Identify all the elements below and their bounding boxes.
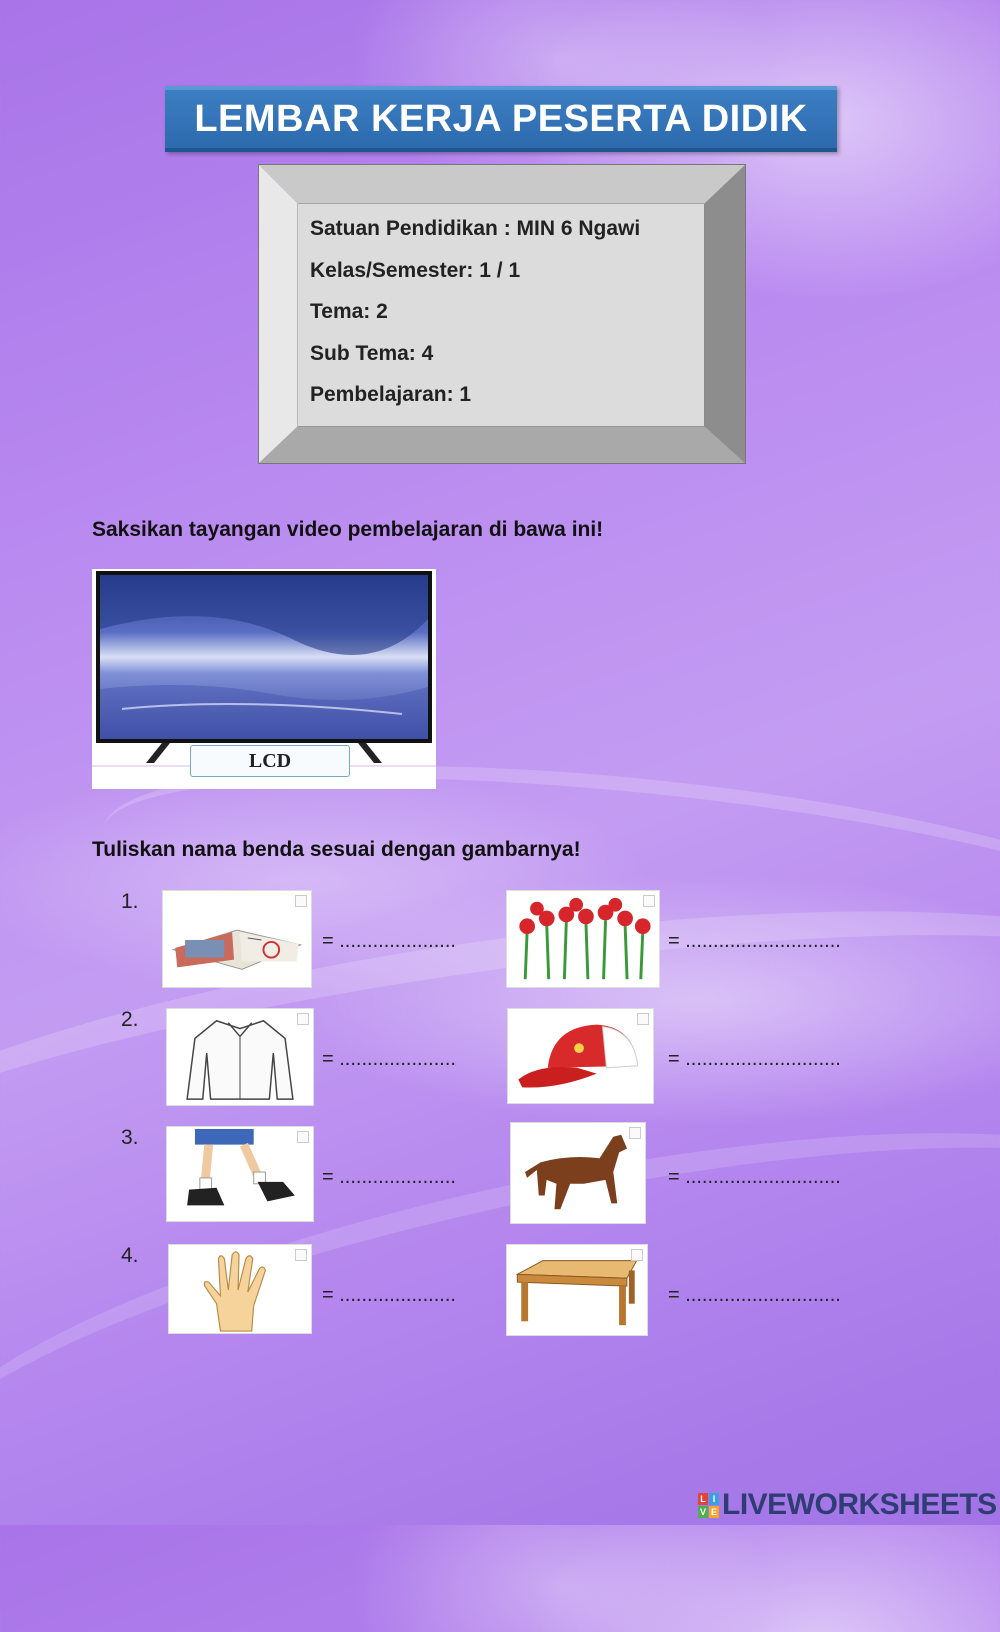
answer-blank[interactable]: = ............................ xyxy=(668,1048,841,1070)
question-number: 3. xyxy=(121,1126,139,1149)
answer-blank[interactable]: = ..................... xyxy=(322,1284,456,1306)
feet-icon xyxy=(166,1126,314,1222)
flowers-icon xyxy=(506,890,660,988)
hand-icon xyxy=(168,1244,312,1334)
info-pembelajaran: Pembelajaran: 1 xyxy=(310,383,472,406)
page-title: LEMBAR KERJA PESERTA DIDIK xyxy=(165,86,837,152)
answer-blank[interactable]: = ..................... xyxy=(322,1166,456,1188)
logo-letter: I xyxy=(709,1493,719,1505)
cap-icon xyxy=(507,1008,654,1104)
logo-mark xyxy=(698,1493,719,1518)
logo-text: LIVEWORKSHEETS xyxy=(722,1488,997,1521)
logo-letter: L xyxy=(698,1493,708,1505)
logo-letter: V xyxy=(699,1506,706,1517)
answer-blank[interactable]: = ..................... xyxy=(322,1048,456,1070)
table-icon xyxy=(506,1244,648,1336)
video-instruction: Saksikan tayangan video pembelajaran di bawa ini! xyxy=(92,518,604,541)
answer-blank[interactable]: = ............................ xyxy=(668,930,841,952)
background-swoosh xyxy=(0,1048,1000,1631)
question-number: 1. xyxy=(121,890,139,913)
liveworksheets-logo xyxy=(698,1488,997,1522)
video-player[interactable] xyxy=(92,569,436,789)
question-number: 2. xyxy=(121,1008,139,1031)
info-kelas: Kelas/Semester: 1 / 1 xyxy=(310,258,521,282)
tv-label: LCD xyxy=(190,745,350,777)
answer-blank[interactable]: = ............................ xyxy=(668,1166,841,1188)
names-instruction: Tuliskan nama benda sesuai dengan gambarnya! xyxy=(92,838,581,861)
answer-blank[interactable]: = ............................ xyxy=(668,1284,841,1306)
info-subtema: Sub Tema: 4 xyxy=(310,341,434,365)
info-satuan: Satuan Pendidikan : MIN 6 Ngawi xyxy=(310,217,641,240)
question-number: 4. xyxy=(121,1244,139,1267)
book-icon xyxy=(162,890,312,988)
info-panel xyxy=(298,204,704,426)
logo-letter: E xyxy=(710,1506,717,1517)
background-swoosh xyxy=(0,844,1000,1326)
info-tema: Tema: 2 xyxy=(310,300,388,323)
horse-icon xyxy=(510,1122,646,1224)
shirt-icon xyxy=(166,1008,314,1106)
info-box xyxy=(258,164,746,464)
answer-blank[interactable]: = ..................... xyxy=(322,930,456,952)
